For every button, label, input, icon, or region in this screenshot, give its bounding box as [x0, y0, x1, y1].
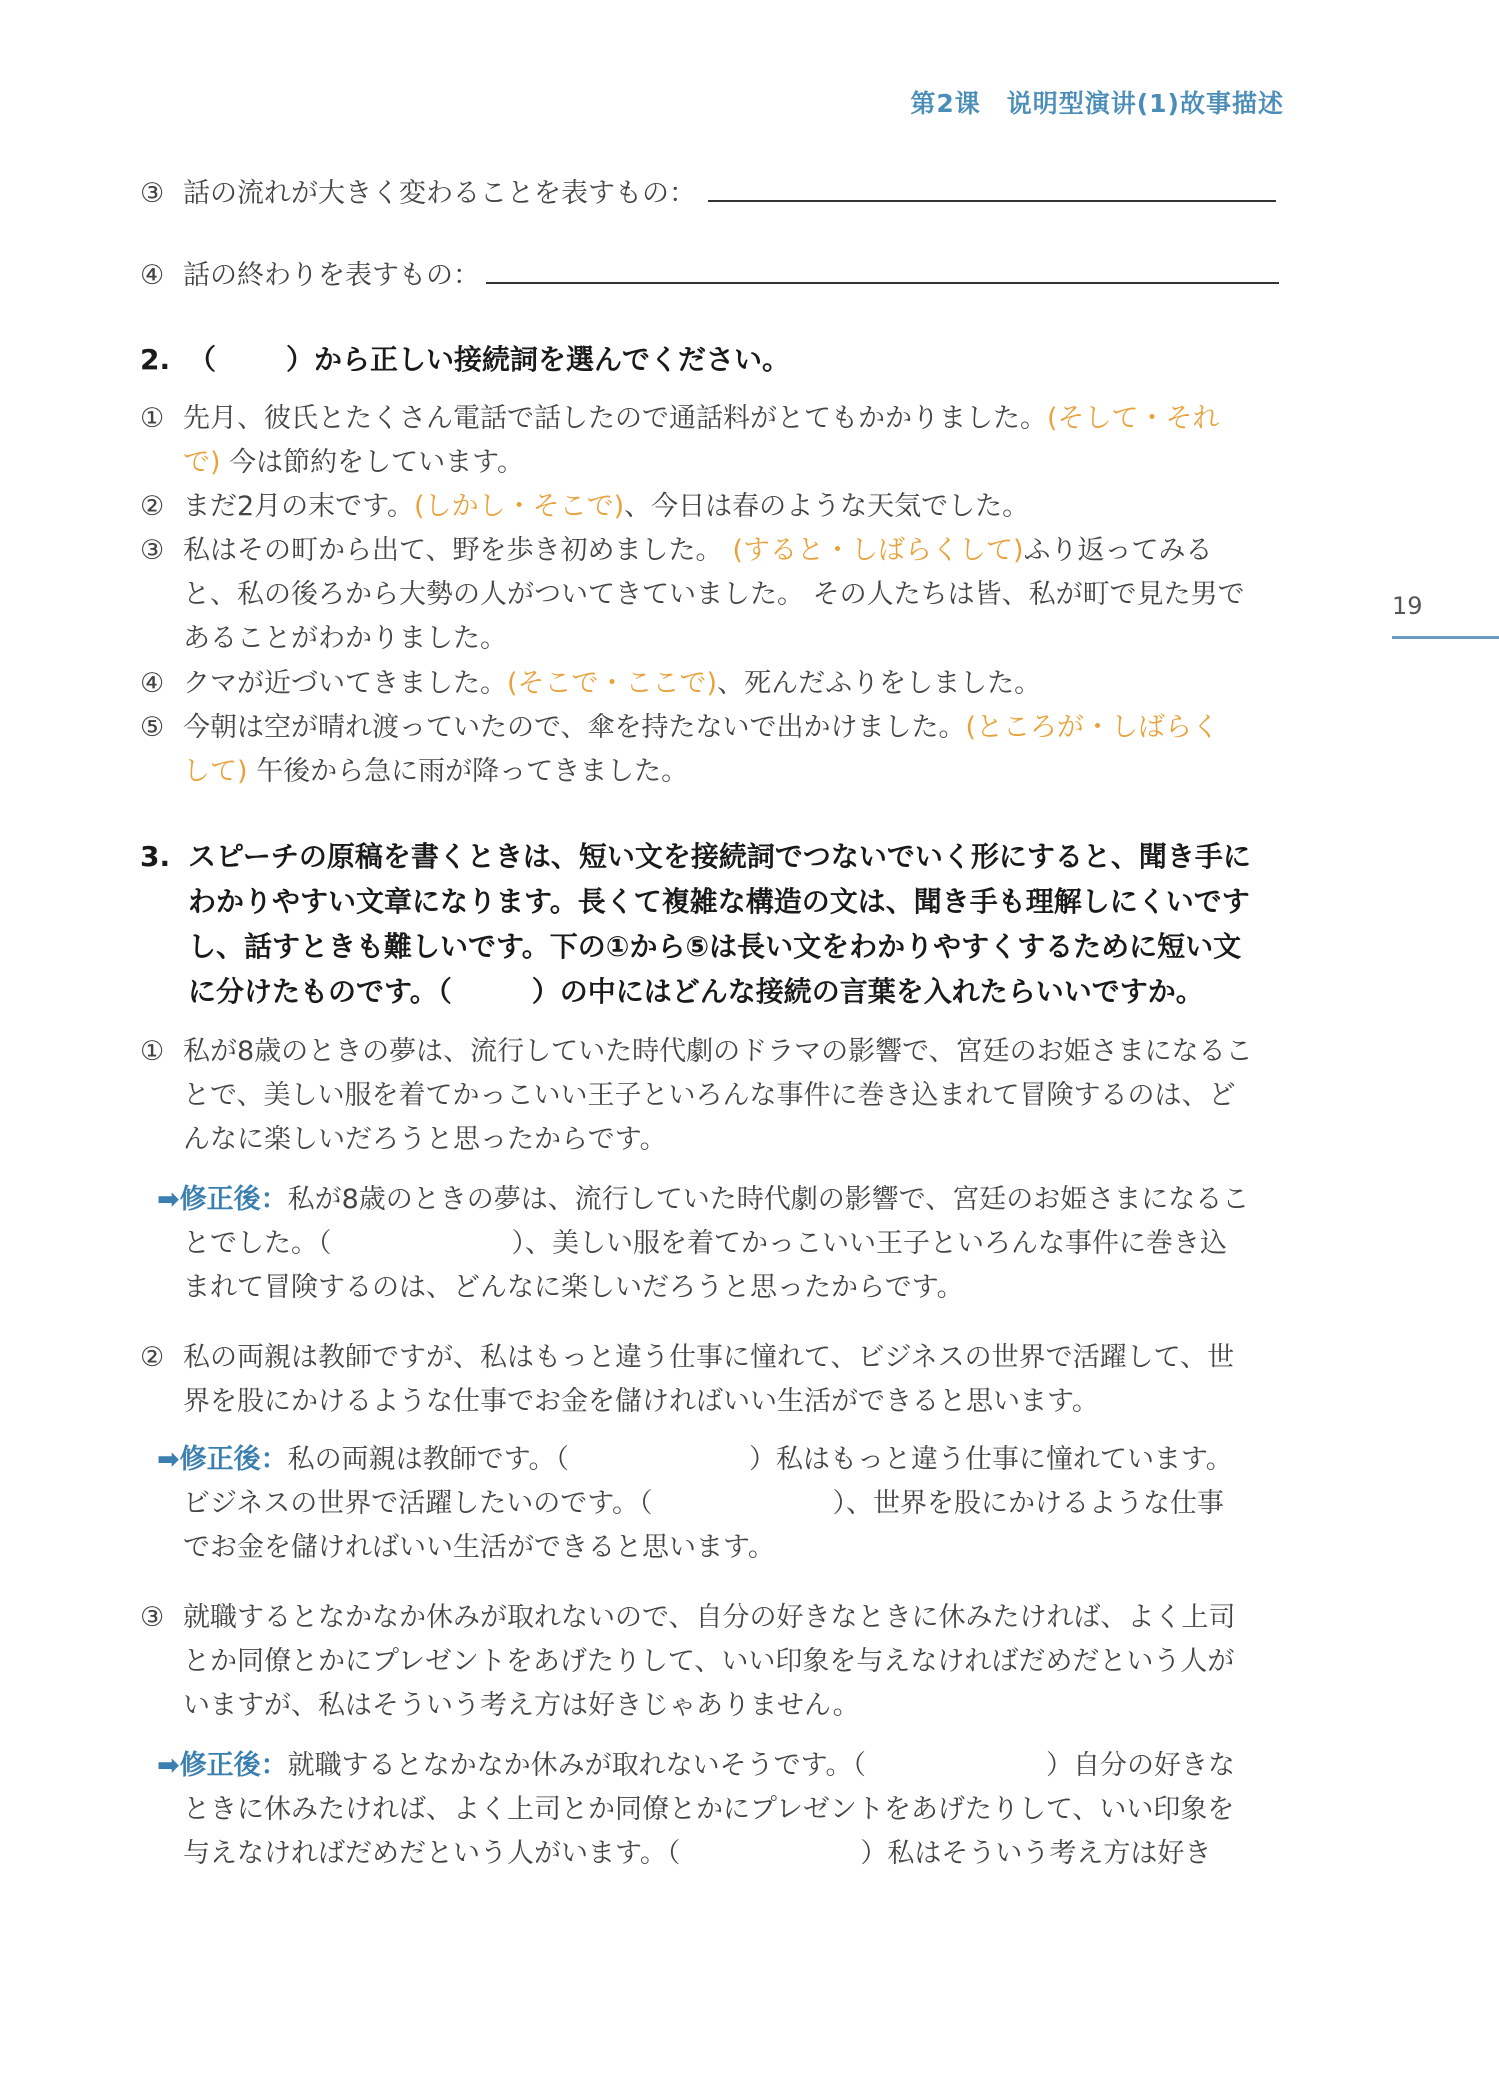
- s3-item-3-revised-line-1: [157, 1744, 1302, 1788]
- s3-item-1-revised-line-2: [183, 1222, 1328, 1266]
- sentence: ）、世界を股にかけるような仕事: [832, 1488, 1225, 1519]
- part1-item-4: [140, 252, 1285, 298]
- choice-options[interactable]: (そこで・ここで): [507, 668, 718, 699]
- s2-item-5-line-1: [140, 706, 1285, 750]
- answer-blank[interactable]: [708, 170, 1276, 202]
- sentence: ）自分の好きな: [1045, 1750, 1235, 1781]
- section-3-heading-line-1: [140, 835, 1285, 879]
- item-marker: ③: [140, 178, 165, 209]
- sentence: 私が8歳のときの夢は、流行していた時代劇の影響で、宮廷のお姫さまになるこ: [287, 1184, 1250, 1215]
- choice-options[interactable]: (すると・しばらくして): [732, 535, 1024, 566]
- sentence: 午後から急に雨が降ってきました。: [247, 756, 689, 787]
- s2-item-2: [140, 485, 1285, 529]
- sentence: クマが近づいてきました。: [183, 668, 507, 699]
- item-marker: ①: [140, 403, 165, 434]
- sentence: ）私はもっと違う仕事に憧れています。: [748, 1444, 1233, 1475]
- part1-item-3: [140, 170, 1285, 216]
- sentence: 、死んだふりをしました。: [717, 668, 1042, 699]
- sentence: ふり返ってみる: [1023, 535, 1213, 566]
- answer-blank[interactable]: [486, 252, 1279, 284]
- s3-item-3-revised-line-2: ときに休みたければ、よく上司とか同僚とかにプレゼントをあげたりして、いい印象を: [183, 1794, 1235, 1825]
- heading-text: に分けたものです。（: [188, 975, 452, 1008]
- item-marker: ③: [140, 1602, 165, 1633]
- heading-text: スピーチの原稿を書くときは、短い文を接続詞でつないでいく形にすると、聞き手に: [188, 840, 1251, 873]
- sentence: ）、美しい服を着てかっこいい王子といろんな事件に巻き込: [511, 1228, 1227, 1259]
- s2-item-5-line-2: [183, 750, 1328, 794]
- item-marker: ④: [140, 260, 165, 291]
- item-marker: ②: [140, 491, 165, 522]
- s3-item-3-orig-line-1: [140, 1596, 1285, 1640]
- revised-label: ➡修正後：: [157, 1444, 288, 1475]
- revised-label: ➡修正後：: [157, 1750, 288, 1781]
- s2-item-4: [140, 662, 1285, 706]
- chapter-header: 第2课 说明型演讲(1)故事描述: [910, 89, 1284, 118]
- s3-item-1-revised-line-3: まれて冒険するのは、どんなに楽しいだろうと思ったからです。: [183, 1272, 964, 1303]
- sentence: とでした。（: [183, 1228, 332, 1259]
- s3-item-1-orig-line-3: んなに楽しいだろうと思ったからです。: [183, 1124, 667, 1155]
- s3-item-3-orig-line-3: いますが、私はそういう考え方は好きじゃありません。: [183, 1690, 860, 1721]
- s3-item-2-revised-line-3: でお金を儲ければいい生活ができると思います。: [183, 1532, 775, 1563]
- page-number: 19: [1392, 592, 1423, 620]
- s3-item-2-revised-line-1: [157, 1438, 1302, 1482]
- revised-label: ➡修正後：: [157, 1184, 288, 1215]
- s2-item-1-line-2: [183, 441, 1328, 485]
- page-number-rule: [1392, 636, 1499, 639]
- s3-item-1-orig-line-2: とで、美しい服を着てかっこいい王子といろんな事件に巻き込まれて冒険するのは、ど: [183, 1080, 1236, 1111]
- sentence: 私が8歳のときの夢は、流行していた時代劇のドラマの影響で、宮廷のお姫さまになるこ: [183, 1036, 1253, 1067]
- heading-text: ）の中にはどんな接続の言葉を入れたらいいですか。: [531, 975, 1204, 1008]
- item-marker: ①: [140, 1036, 165, 1067]
- item-marker: ②: [140, 1342, 165, 1373]
- sentence: まだ2月の末です。: [183, 491, 415, 522]
- s2-item-3-line-2: と、私の後ろから大勢の人がついてきていました。 その人たちは皆、私が町で見た男で: [183, 579, 1245, 610]
- heading-text: ）から正しい接続詞を選んでください。: [286, 343, 791, 376]
- section-3-heading-line-4: [188, 970, 1333, 1014]
- s3-item-2-orig-line-1: [140, 1336, 1285, 1380]
- sentence: 、今日は春のような天気でした。: [624, 491, 1030, 522]
- sentence: ）私はそういう考え方は好き: [860, 1838, 1212, 1869]
- s3-item-1-orig-line-1: [140, 1030, 1285, 1074]
- s2-item-1-line-1: [140, 397, 1285, 441]
- s3-item-1-revised-line-1: [157, 1178, 1302, 1222]
- s3-item-2-orig-line-2: 界を股にかけるような仕事でお金を儲ければいい生活ができると思います。: [183, 1386, 1099, 1417]
- item-text: 話の終わりを表すもの：: [183, 260, 480, 291]
- choice-options[interactable]: (ところが・しばらく: [965, 712, 1220, 743]
- sentence: 就職するとなかなか休みが取れないので、自分の好きなときに休みたければ、よく上司: [183, 1602, 1236, 1633]
- section-3-heading-line-3: し、話すときも難しいです。下の①から⑤は長い文をわかりやすくするために短い文: [188, 930, 1242, 963]
- sentence: 就職するとなかなか休みが取れないそうです。（: [287, 1750, 866, 1781]
- choice-options[interactable]: で): [183, 447, 221, 478]
- s2-item-3-line-3: あることがわかりました。: [183, 623, 507, 654]
- s3-item-3-revised-line-3: [183, 1832, 1328, 1876]
- sentence: 与えなければだめだという人がいます。（: [183, 1838, 681, 1869]
- section-2-heading: [140, 338, 1285, 382]
- section-number: 3.: [140, 840, 171, 873]
- sentence: 今朝は空が晴れ渡っていたので、傘を持たないで出かけました。: [183, 712, 966, 743]
- heading-paren-open: （: [188, 343, 217, 376]
- sentence: ビジネスの世界で活躍したいのです。（: [183, 1488, 653, 1519]
- sentence: 今は節約をしています。: [220, 447, 524, 478]
- sentence: 私はその町から出て、野を歩き初めました。: [183, 535, 723, 566]
- choice-options[interactable]: (そして・それ: [1047, 403, 1220, 434]
- section-number: 2.: [140, 343, 171, 376]
- section-3-heading-line-2: わかりやすい文章になります。長くて複雑な構造の文は、聞き手も理解しにくいです: [188, 885, 1250, 918]
- item-marker: ⑤: [140, 712, 165, 743]
- s2-item-3-line-1: [140, 529, 1285, 573]
- sentence: 先月、彼氏とたくさん電話で話したので通話料がとてもかかりました。: [183, 403, 1047, 434]
- s3-item-3-orig-line-2: とか同僚とかにプレゼントをあげたりして、いい印象を与えなければだめだという人が: [183, 1646, 1235, 1677]
- choice-options[interactable]: して): [183, 756, 248, 787]
- sentence: 私の両親は教師です。（: [287, 1444, 569, 1475]
- sentence: 私の両親は教師ですが、私はもっと違う仕事に憧れて、ビジネスの世界で活躍して、世: [183, 1342, 1235, 1373]
- s3-item-2-revised-line-2: [183, 1482, 1328, 1526]
- item-marker: ④: [140, 668, 165, 699]
- item-text: 話の流れが大きく変わることを表すもの：: [183, 178, 696, 209]
- item-marker: ③: [140, 535, 165, 566]
- choice-options[interactable]: (しかし・そこで): [414, 491, 625, 522]
